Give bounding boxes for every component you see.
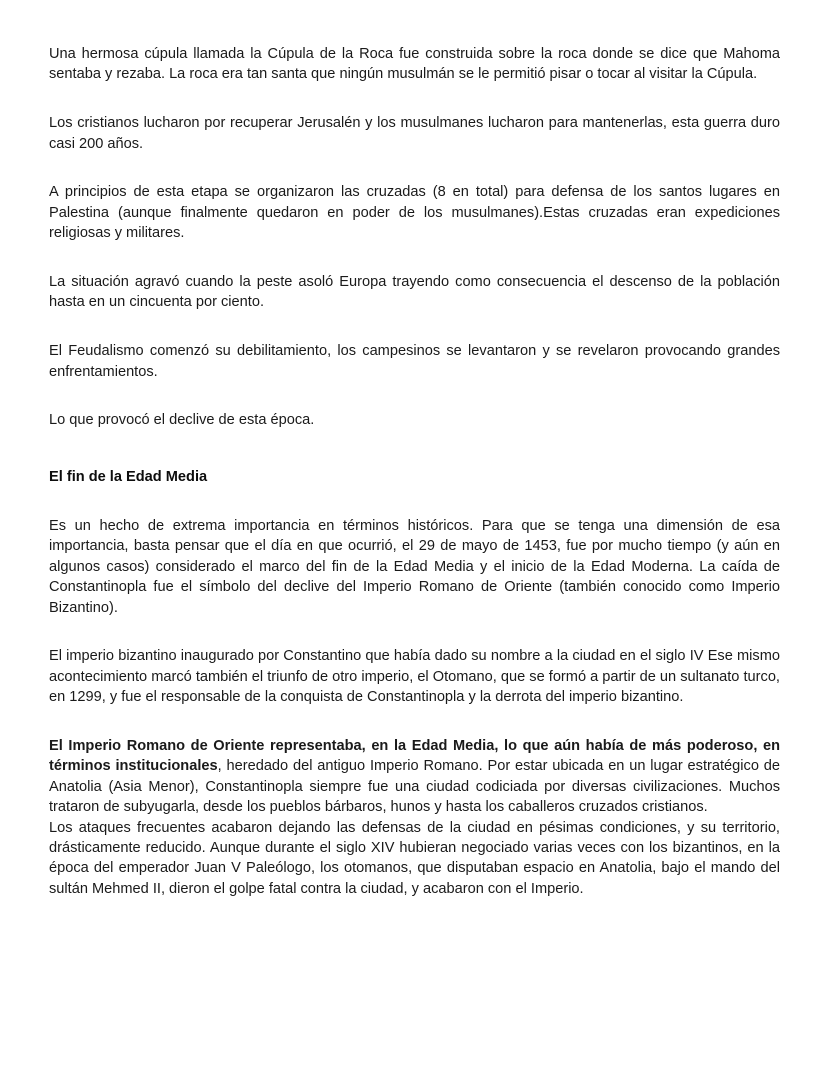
paragraph-ataques-frecuentes: Los ataques frecuentes acabaron dejando las defensas de la ciudad en pésimas condiciones, y su territorio, drásticamente reducido. Aunque durante el siglo XIV hubieran negociado varias veces con los bizantinos, en la época del emperador Juan V Paleólogo, los otomanos, que disputaban espacio en Anatolia, bajo el mando del sultán Mehmed II, dieron el golpe fatal contra la ciudad, y acabaron con el Imperio. — [49, 819, 780, 897]
paragraph-spacer — [49, 333, 780, 341]
paragraph-feudalismo: El Feudalismo comenzó su debilitamiento, los campesinos se levantaron y se revelaron provocando grandes enfrentamientos. — [49, 343, 780, 380]
document-body — [49, 44, 780, 920]
paragraph-declive-epoca: Lo que provocó el declive de esta época. — [49, 412, 315, 429]
paragraph-imperio-bizantino-constantino: El imperio bizantino inaugurado por Constantino que había dado su nombre a la ciudad en el siglo IV Ese mismo acontecimiento marcó también el triunfo de otro imperio, el Otomano, que se formó a partir de un sultanato turco, en 1299, y fue el responsable de la conquista de Constantinopla y la derrota del imperio bizantino. — [49, 648, 780, 706]
paragraph-spacer — [49, 508, 780, 516]
paragraph-spacer — [49, 402, 780, 410]
paragraph-spacer — [49, 105, 780, 113]
paragraph-imperio-romano-oriente — [49, 736, 780, 818]
paragraph-hecho-historico: Es un hecho de extrema importancia en términos históricos. Para que se tenga una dimensión de esa importancia, basta pensar que el día en que ocurrió, el 29 de mayo de 1453, fue por mucho tiempo (y aún en algunos casos) considerado el marco del fin de la Edad Media y el inicio de la Edad Moderna. La caída de Constantinopla fue el símbolo del declive del Imperio Romano de Oriente (también conocido como Imperio Bizantino). — [49, 518, 780, 616]
paragraph-spacer — [49, 638, 780, 646]
paragraph-imperio-romano-oriente-rest: , heredado del antiguo Imperio Romano. Por estar ubicada en un lugar estratégico de Anatolia (Asia Menor), Constantinopla siempre fue una ciudad codiciada por diversas civilizaciones. Muchos trataron de subyugarla, desde los pueblos bárbaros, hunos y hasta los caballeros cruzados cristianos. — [49, 758, 780, 816]
paragraph-cupula-de-la-roca: Una hermosa cúpula llamada la Cúpula de la Roca fue construida sobre la roca donde se dice que Mahoma sentaba y rezaba. La roca era tan santa que ningún musulmán se le permitió pisar o tocar al visitar la Cúpula. — [49, 46, 780, 83]
section-heading-el-fin-de-la-edad-media: El fin de la Edad Media — [49, 469, 208, 486]
heading-spacer — [49, 451, 780, 467]
paragraph-peste-europa: La situación agravó cuando la peste asoló Europa trayendo como consecuencia el descenso de la población hasta en un cincuenta por ciento. — [49, 274, 780, 311]
paragraph-spacer — [49, 174, 780, 182]
paragraph-spacer — [49, 728, 780, 736]
paragraph-cruzadas: A principios de esta etapa se organizaron las cruzadas (8 en total) para defensa de los santos lugares en Palestina (aunque finalmente quedaron en poder de los musulmanes).Estas cruzadas eran expediciones religiosas y militares. — [49, 184, 780, 242]
bold-lead-imperio-romano-oriente: El Imperio Romano de Oriente representaba, en la Edad Media, lo que aún había de más poderoso, en términos institucionales — [49, 738, 780, 775]
paragraph-cristianos-jerusalen: Los cristianos lucharon por recuperar Jerusalén y los musulmanes lucharon para mantenerlas, esta guerra duro casi 200 años. — [49, 115, 780, 152]
paragraph-spacer — [49, 264, 780, 272]
